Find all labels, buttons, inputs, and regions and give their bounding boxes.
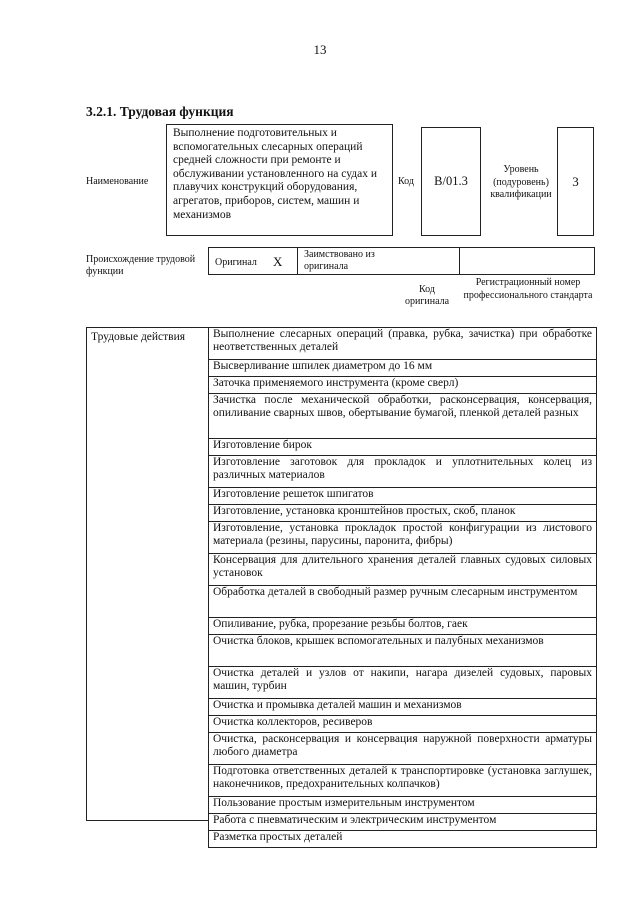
labor-action-row: Обработка деталей в свободный размер ручным слесарным инструментом bbox=[208, 585, 597, 618]
function-name-box: Выполнение подготовительных и вспомогательных слесарных операций средней сложности при ремонте и обслуживании установленного на судах и плавучих конструкций оборудования, агрегатов, приборов, систем, машин и механизмов bbox=[166, 124, 393, 236]
labor-actions-list bbox=[208, 327, 597, 843]
origin-borrowed-label: Заимствовано из оригинала bbox=[304, 249, 375, 272]
labor-action-row: Очистка коллекторов, ресиверов bbox=[208, 715, 597, 733]
labor-action-row: Консервация для длительного хранения деталей главных судовых силовых установок bbox=[208, 553, 597, 586]
labor-action-row: Подготовка ответственных деталей к транспортировке (установка заглушек, наконечников, предохранительных колпачков) bbox=[208, 764, 597, 797]
labor-action-row: Изготовление решеток шпигатов bbox=[208, 487, 597, 505]
reg-number-label: Регистрационный номер профессионального стандарта bbox=[463, 277, 593, 301]
name-label: Наименование bbox=[86, 176, 149, 187]
labor-action-row: Работа с пневматическим и электрическим инструментом bbox=[208, 813, 597, 831]
labor-action-row: Очистка и промывка деталей машин и механизмов bbox=[208, 698, 597, 716]
origin-row bbox=[208, 247, 595, 275]
labor-action-row: Зачистка после механической обработки, расконсервация, консервация, опиливание сварных швов, обертывание бумагой, пленкой деталей разных bbox=[208, 393, 597, 439]
section-title: 3.2.1. Трудовая функция bbox=[86, 104, 234, 119]
labor-action-row: Пользование простым измерительным инструментом bbox=[208, 796, 597, 814]
labor-action-row: Изготовление заготовок для прокладок и уплотнительных колец из различных материалов bbox=[208, 455, 597, 488]
labor-action-row: Разметка простых деталей bbox=[208, 830, 597, 848]
labor-action-row: Очистка блоков, крышек вспомогательных и палубных механизмов bbox=[208, 634, 597, 667]
origin-mark: X bbox=[273, 254, 283, 269]
labor-actions-table bbox=[86, 327, 597, 843]
code-label: Код bbox=[398, 176, 414, 187]
labor-action-row: Изготовление, установка кронштейнов простых, скоб, планок bbox=[208, 504, 597, 522]
labor-actions-label: Трудовые действия bbox=[86, 327, 209, 821]
labor-action-row: Высверливание шпилек диаметром до 16 мм bbox=[208, 359, 597, 377]
origin-original-cell bbox=[209, 248, 298, 274]
origin-label: Происхождение трудовой функции bbox=[86, 254, 196, 277]
qualification-level-box: 3 bbox=[557, 127, 594, 236]
labor-action-row: Опиливание, рубка, прорезание резьбы болтов, гаек bbox=[208, 617, 597, 635]
labor-action-row: Очистка, расконсервация и консервация наружной поверхности арматуры любого диаметра bbox=[208, 732, 597, 765]
page-number: 13 bbox=[313, 42, 327, 57]
labor-action-row: Изготовление бирок bbox=[208, 438, 597, 456]
origin-original-label: Оригинал bbox=[215, 257, 257, 268]
code-original-label: Код оригинала bbox=[404, 284, 450, 307]
function-code-box: B/01.3 bbox=[421, 127, 481, 236]
origin-borrowed-cell bbox=[298, 248, 460, 274]
labor-action-row: Заточка применяемого инструмента (кроме сверл) bbox=[208, 376, 597, 394]
labor-action-row: Очистка деталей и узлов от накипи, нагара дизелей судовых, паровых машин, турбин bbox=[208, 666, 597, 699]
qualification-level-label: Уровень (подуровень) квалификации bbox=[490, 164, 552, 200]
labor-action-row: Выполнение слесарных операций (правка, рубка, зачистка) при обработке неответственных деталей bbox=[208, 327, 597, 360]
labor-action-row: Изготовление, установка прокладок простой конфигурации из листового материала (резины, парусины, паронита, фибры) bbox=[208, 521, 597, 554]
